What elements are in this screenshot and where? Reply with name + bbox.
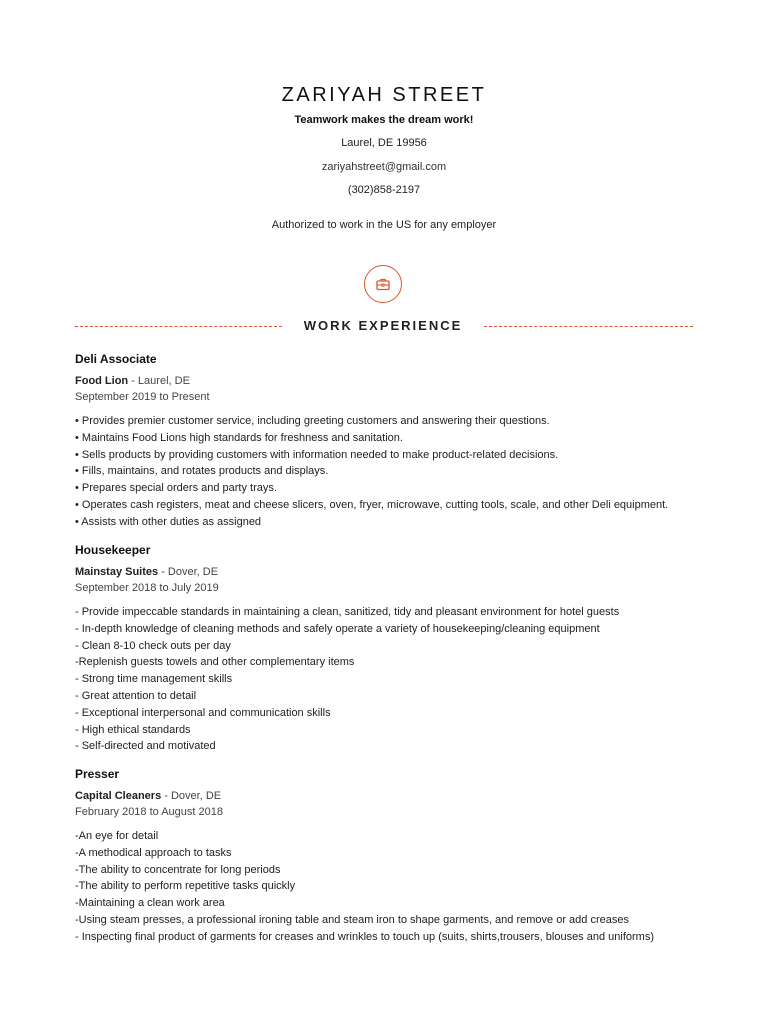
job-entry	[75, 542, 715, 755]
duty-item: -The ability to perform repetitive tasks quickly	[75, 880, 296, 893]
job-dates: September 2019 to Present	[75, 391, 210, 403]
duty-item: -Maintaining a clean work area	[75, 897, 225, 910]
duty-item: • Prepares special orders and party trays.	[75, 482, 277, 495]
work-authorization: Authorized to work in the US for any employer	[271, 219, 497, 231]
duty-item: -An eye for detail	[75, 830, 159, 842]
duty-item: - Great attention to detail	[75, 689, 197, 702]
section-title: WORK EXPERIENCE	[303, 318, 463, 333]
duty-list	[75, 604, 715, 755]
divider-right	[484, 326, 693, 327]
duty-item: • Maintains Food Lions high standards for freshness and sanitation.	[75, 431, 403, 444]
candidate-name: ZARIYAH STREET	[281, 84, 487, 106]
duty-item: -A methodical approach to tasks	[75, 846, 232, 859]
employer-name: Mainstay Suites	[75, 566, 159, 578]
phone: (302)858-2197	[347, 184, 421, 196]
duty-item: -The ability to concentrate for long periods	[75, 863, 281, 876]
employer-line	[75, 565, 715, 579]
job-title: Presser	[75, 767, 120, 781]
section-header-work-experience	[75, 316, 693, 336]
job-title: Deli Associate	[75, 352, 157, 366]
duty-item: - Exceptional interpersonal and communication skills	[75, 706, 331, 719]
location: Laurel, DE 19956	[341, 137, 427, 149]
employer-name: Food Lion	[75, 375, 129, 387]
duty-item: - In-depth knowledge of cleaning methods and safely operate a variety of housekeeping/cleaning equipment	[75, 622, 600, 635]
duty-item: • Provides premier customer service, including greeting customers and answering their questions.	[75, 415, 550, 427]
duty-item: - Self-directed and motivated	[75, 740, 216, 753]
briefcase-icon	[364, 265, 402, 303]
employer-line	[75, 789, 715, 803]
job-location: - Dover, DE	[158, 566, 219, 578]
employer-name: Capital Cleaners	[75, 790, 162, 802]
duty-item: • Operates cash registers, meat and cheese slicers, oven, fryer, microwave, cutting tools, scale, and other Deli equipment.	[75, 498, 669, 511]
job-location: - Dover, DE	[161, 790, 222, 802]
job-location: - Laurel, DE	[128, 375, 190, 387]
job-entry	[75, 766, 715, 946]
job-title: Housekeeper	[75, 543, 151, 557]
job-dates: February 2018 to August 2018	[75, 806, 223, 818]
duty-item: • Fills, maintains, and rotates products and displays.	[75, 465, 329, 478]
duty-list	[75, 413, 715, 531]
email: zariyahstreet@gmail.com	[321, 161, 447, 173]
duty-item: - Strong time management skills	[75, 673, 233, 686]
job-entry	[75, 351, 715, 531]
employer-line	[75, 374, 715, 388]
resume-header	[0, 82, 768, 197]
duty-item: -Replenish guests towels and other complementary items	[75, 656, 355, 669]
duty-item: • Sells products by providing customers with information needed to make product-related decisions.	[75, 448, 559, 461]
duty-item: -Using steam presses, a professional ironing table and steam iron to shape garments, and remove or add creases	[75, 913, 629, 926]
divider-left	[75, 326, 282, 327]
tagline: Teamwork makes the dream work!	[294, 114, 474, 126]
job-dates: September 2018 to July 2019	[75, 582, 219, 594]
duty-item: - Provide impeccable standards in maintaining a clean, sanitized, tidy and pleasant environment for hotel guests	[75, 606, 620, 618]
duty-item: - Inspecting final product of garments for creases and wrinkles to touch up (suits, shirts,trousers, blouses and uniforms)	[75, 930, 654, 943]
duty-item: • Assists with other duties as assigned	[75, 515, 262, 528]
duty-item: - Clean 8-10 check outs per day	[75, 639, 231, 652]
duty-list	[75, 828, 715, 946]
duty-item: - High ethical standards	[75, 723, 191, 736]
